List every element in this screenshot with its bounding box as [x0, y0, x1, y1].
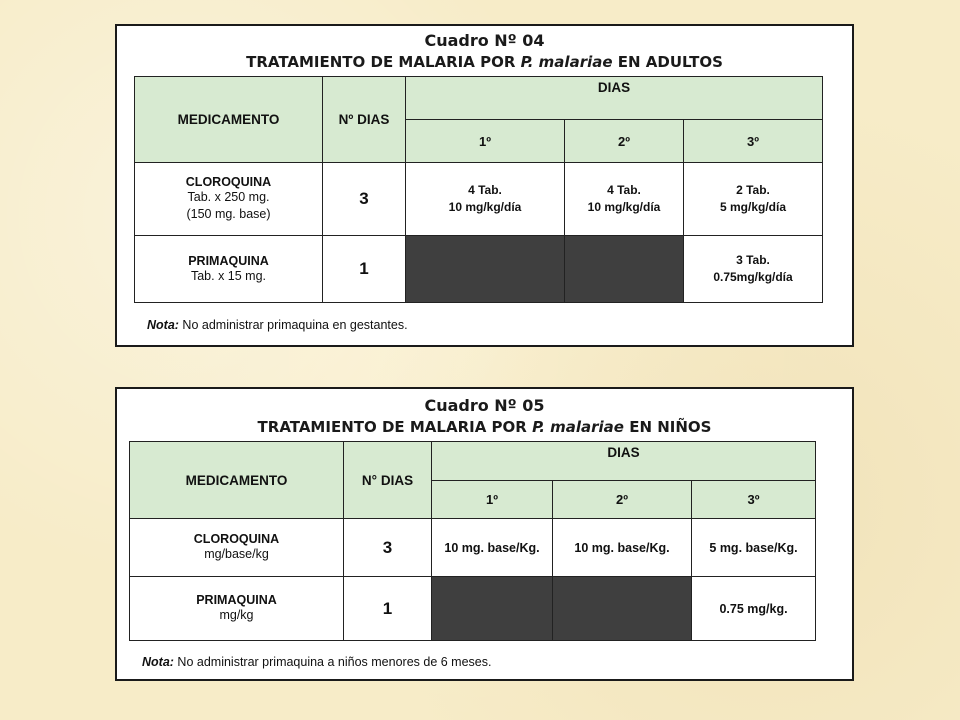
drug-detail: Tab. x 250 mg.	[187, 190, 270, 204]
drug-cell	[130, 519, 344, 577]
dose-rate: 5 mg/kg/día	[720, 200, 787, 214]
drug-detail: mg/kg	[219, 608, 254, 622]
treatment-table	[134, 76, 823, 303]
table-title-block	[117, 395, 852, 437]
subtitle-text: TRATAMIENTO DE MALARIA POR	[246, 53, 521, 71]
days-count: 1	[344, 577, 432, 641]
treatment-table	[129, 441, 816, 641]
table-note	[147, 318, 408, 332]
dose-day-3	[684, 236, 823, 303]
dose-day-2: 10 mg. base/Kg.	[553, 519, 692, 577]
table-panel-children	[115, 387, 854, 681]
header-day-3: 3º	[692, 481, 816, 519]
drug-detail: mg/base/kg	[204, 547, 269, 561]
dose-rate: 0.75mg/kg/día	[713, 270, 793, 284]
header-day-2: 2º	[565, 120, 684, 163]
header-medicamento: MEDICAMENTO	[130, 442, 344, 519]
header-dias: DIAS	[406, 77, 823, 120]
empty-dose-cell	[553, 577, 692, 641]
header-dias: DIAS	[432, 442, 816, 481]
subtitle-species: P. malariae	[520, 53, 613, 71]
header-day-1: 1º	[406, 120, 565, 163]
drug-name: CLOROQUINA	[193, 532, 280, 546]
subtitle-species: P. malariae	[532, 418, 624, 436]
drug-cell	[130, 577, 344, 641]
dose-rate: 10 mg/kg/día	[587, 200, 661, 214]
drug-detail: Tab. x 15 mg.	[190, 268, 267, 283]
table-note	[142, 655, 491, 669]
dose-day-3: 0.75 mg/kg.	[692, 577, 816, 641]
drug-name: CLOROQUINA	[185, 175, 272, 189]
dose-day-3	[684, 163, 823, 236]
drug-cell	[135, 236, 323, 303]
table-subtitle	[117, 52, 852, 72]
table-subtitle	[117, 417, 852, 437]
empty-dose-cell	[565, 236, 684, 303]
note-text: No administrar primaquina a niños menores de 6 meses.	[173, 655, 492, 669]
dose-rate: 10 mg/kg/día	[448, 200, 522, 214]
dose-tablets: 4 Tab.	[468, 183, 502, 197]
header-num-dias: N° DIAS	[344, 442, 432, 519]
empty-dose-cell	[432, 577, 553, 641]
subtitle-text: TRATAMIENTO DE MALARIA POR	[257, 418, 533, 436]
dose-day-3: 5 mg. base/Kg.	[692, 519, 816, 577]
drug-cell	[135, 163, 323, 236]
table-title-block	[117, 30, 852, 72]
note-label: Nota:	[147, 318, 179, 332]
table-title: Cuadro Nº 04	[424, 31, 545, 50]
note-text: No administrar primaquina en gestantes.	[178, 318, 408, 332]
days-count: 3	[323, 163, 406, 236]
subtitle-text-end: EN NIÑOS	[623, 418, 712, 436]
dose-day-1	[406, 163, 565, 236]
note-label: Nota:	[142, 655, 174, 669]
header-num-dias: Nº DIAS	[323, 77, 406, 163]
dose-tablets: 2 Tab.	[736, 183, 770, 197]
dose-tablets: 4 Tab.	[607, 183, 641, 197]
table-title: Cuadro Nº 05	[424, 396, 545, 415]
empty-dose-cell	[406, 236, 565, 303]
header-day-3: 3º	[684, 120, 823, 163]
dose-day-1: 10 mg. base/Kg.	[432, 519, 553, 577]
table-row	[135, 163, 823, 236]
table-panel-adults	[115, 24, 854, 347]
subtitle-text-end: EN ADULTOS	[612, 53, 723, 71]
header-day-1: 1º	[432, 481, 553, 519]
dose-tablets: 3 Tab.	[736, 253, 770, 267]
drug-name: PRIMAQUINA	[188, 253, 269, 268]
drug-detail: (150 mg. base)	[186, 207, 271, 221]
dose-day-2	[565, 163, 684, 236]
table-row	[135, 236, 823, 303]
header-medicamento: MEDICAMENTO	[135, 77, 323, 163]
table-row	[130, 519, 816, 577]
drug-name: PRIMAQUINA	[196, 593, 277, 607]
days-count: 3	[344, 519, 432, 577]
header-day-2: 2º	[553, 481, 692, 519]
days-count: 1	[323, 236, 406, 303]
table-row	[130, 577, 816, 641]
